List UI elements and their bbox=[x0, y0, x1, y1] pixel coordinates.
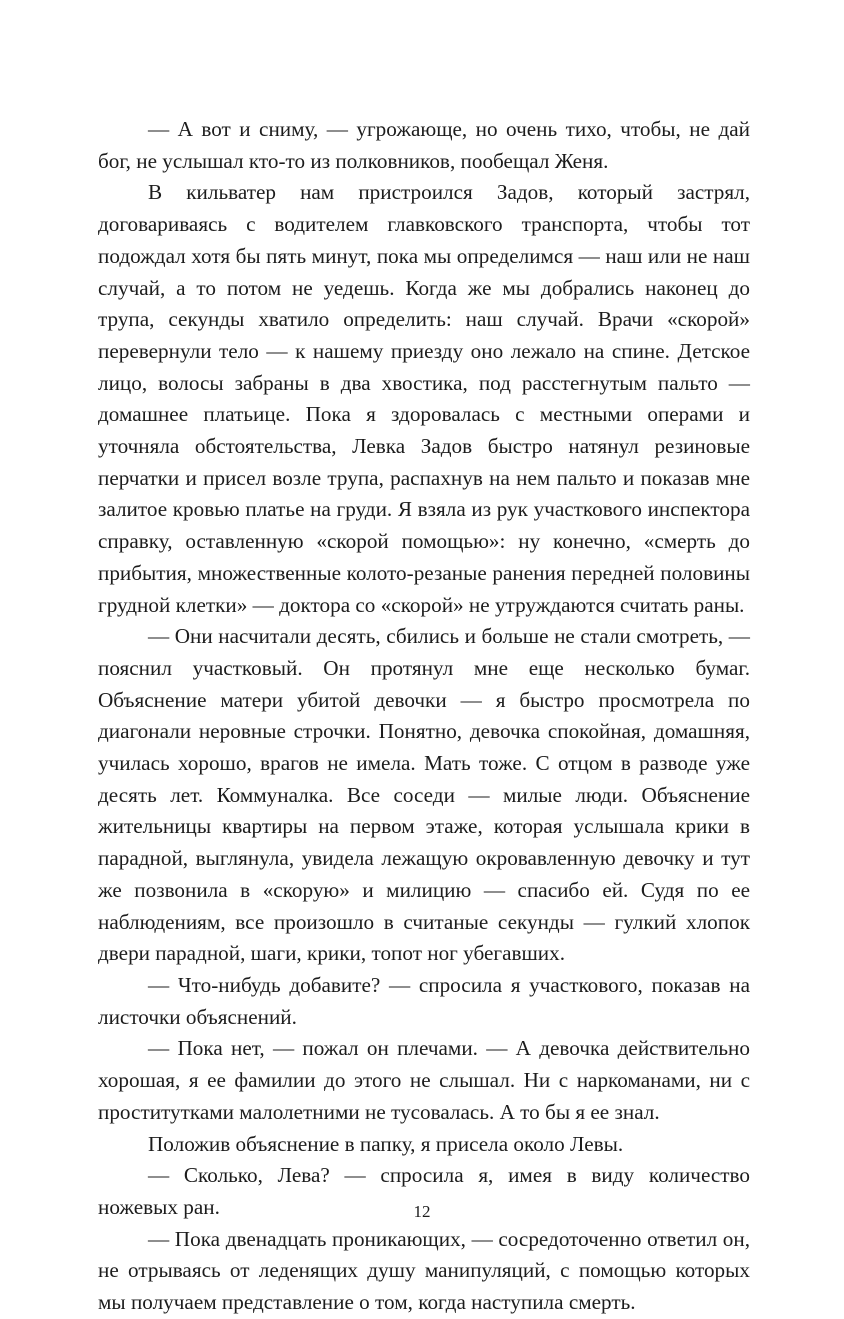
paragraph: Положив объяснение в папку, я присела около Левы. bbox=[148, 1131, 624, 1156]
body-text bbox=[98, 114, 750, 1319]
paragraph: В кильватер нам пристроился Задов, который застрял, договариваясь с водителем главковского транспорта, чтобы тот подождал хотя бы пять минут, пока мы определимся — наш или не наш случай, а то потом не уедешь. Когда же мы добрались наконец до трупа, секунды хватило определить: наш случай. Врачи «скорой» перевернули тело — к нашему приезду оно лежало на спине. Детское лицо, волосы забраны в два хвостика, под расстегнутым пальто — домашнее платьице. Пока я здоровалась с местными операми и уточняла обстоятельства, Левка Задов быстро натянул резиновые перчатки и присел возле трупа, распахнув на нем пальто и показав мне залитое кровью платье на груди. Я взяла из рук участкового инспектора справку, оставленную «скорой помощью»: ну конечно, «смерть до прибытия, множественные колото-резаные ранения передней половины грудной клетки» — доктора со «скорой» не утруждаются считать раны. bbox=[98, 180, 750, 617]
paragraph: — Они насчитали десять, сбились и больше не стали смотреть, — пояснил участковый. Он протянул мне еще несколько бумаг. Объяснение матери убитой девочки — я быстро просмотрела по диагонали неровные строчки. Понятно, девочка спокойная, домашняя, училась хорошо, врагов не имела. Мать тоже. С отцом в разводе уже десять лет. Коммуналка. Все соседи — милые люди. Объяснение жительницы квартиры на первом этаже, которая услышала крики в парадной, выглянула, увидела лежащую окровавленную девочку и тут же позвонила в «скорую» и милицию — спасибо ей. Судя по ее наблюдениям, все произошло в считаные секунды — гулкий хлопок двери парадной, шаги, крики, топот ног убегавших. bbox=[98, 624, 750, 966]
paragraph: — Пока нет, — пожал он плечами. — А девочка действительно хорошая, я ее фамилии до этого не слышал. Ни с наркоманами, ни с проститутками малолетними не тусовалась. А то бы я ее знал. bbox=[98, 1036, 750, 1124]
paragraph: — А вот и сниму, — угрожающе, но очень тихо, чтобы, не дай бог, не услышал кто-то из полковников, пообещал Женя. bbox=[98, 117, 750, 173]
paragraph: — Сколько, Лева? — спросила я, имея в виду количество ножевых ран. bbox=[98, 1163, 750, 1219]
paragraph: — Пока двенадцать проникающих, — сосредоточенно ответил он, не отрываясь от леденящих душу манипуляций, с помощью которых мы получаем представление о том, когда наступила смерть. bbox=[98, 1226, 750, 1315]
paragraph: — Что-нибудь добавите? — спросила я участкового, показав на листочки объяснений. bbox=[98, 972, 750, 1029]
page-number: 12 bbox=[413, 1202, 431, 1221]
